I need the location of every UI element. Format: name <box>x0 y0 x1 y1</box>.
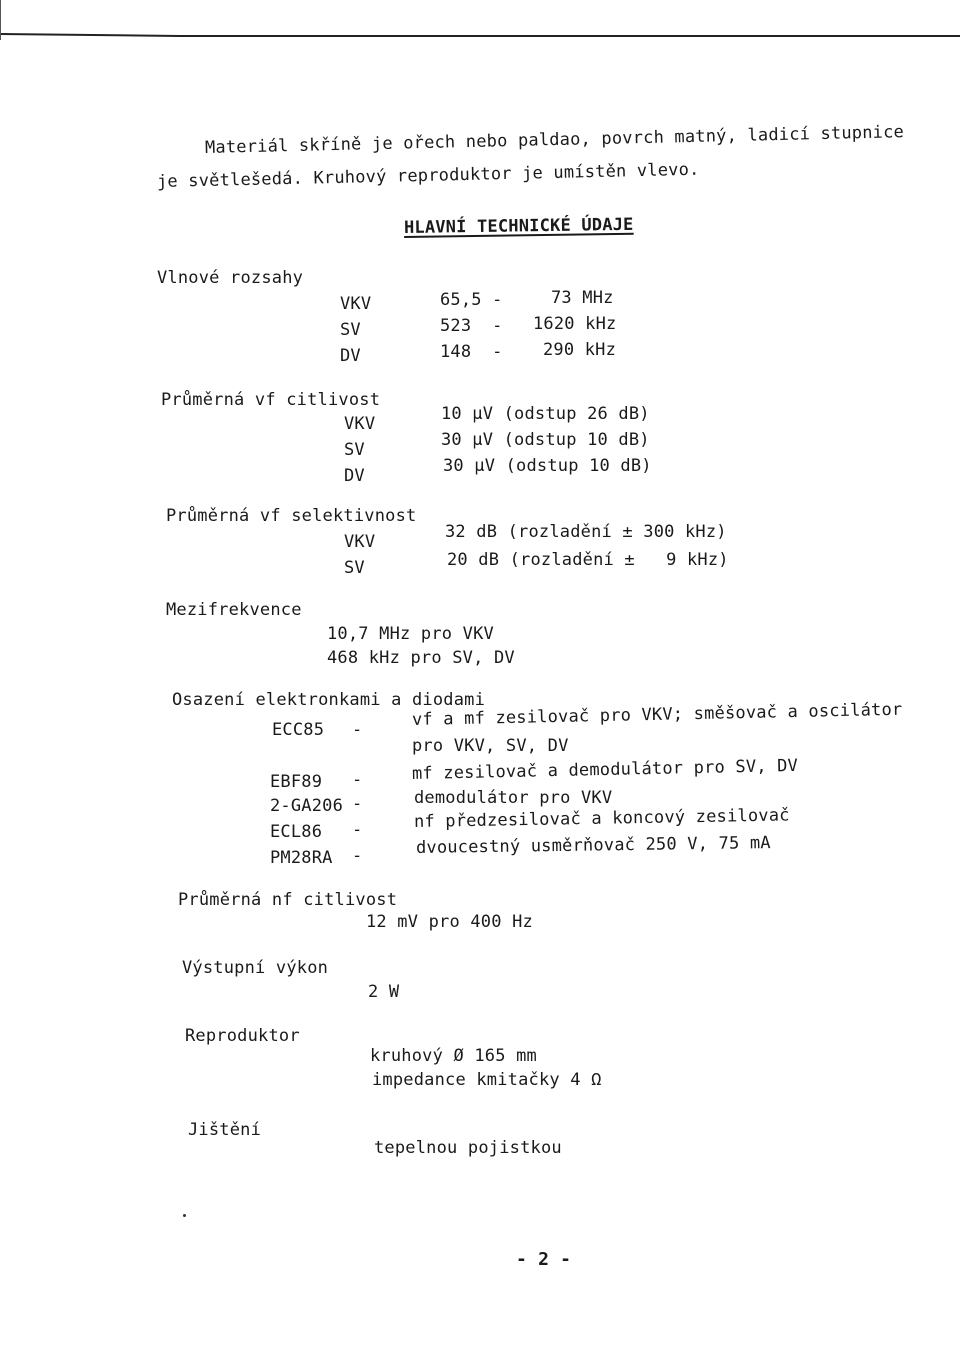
sel-band-vkv: VKV <box>344 532 376 552</box>
tube-dash: - <box>352 794 363 814</box>
rf-sensitivity-label: Průměrná vf citlivost <box>161 390 381 410</box>
tube-desc: mf zesilovač a demodulátor pro SV, DV <box>411 755 799 784</box>
scan-edge <box>0 0 960 40</box>
sens-band-sv: SV <box>344 440 365 460</box>
tube-type: PM28RA <box>270 848 333 868</box>
page-number: - 2 - <box>516 1249 572 1270</box>
page-title: HLAVNÍ TECHNICKÉ ÚDAJE <box>403 214 634 238</box>
tube-desc: demodulátor pro VKV <box>414 788 613 808</box>
tube-type: 2-GA206 <box>270 796 344 816</box>
tube-dash: - <box>352 720 363 740</box>
tube-dash: - <box>352 770 363 790</box>
fuse-value: tepelnou pojistkou <box>374 1138 562 1158</box>
intro-line-2: je světlešedá. Kruhový reproduktor je umístěn vlevo. <box>156 159 700 192</box>
tube-desc: nf předzesilovač a koncový zesilovač <box>413 805 790 832</box>
tube-desc: vf a mf zesilovač pro VKV; směšovač a oscilátor <box>411 699 903 730</box>
range-dv-to: 290 kHz <box>543 340 617 360</box>
tube-dash: - <box>352 820 363 840</box>
sens-band-vkv: VKV <box>344 414 376 434</box>
af-sensitivity-value: 12 mV pro 400 Hz <box>366 912 533 932</box>
intro-line-1: Materiál skříně je ořech nebo paldao, povrch matný, ladicí stupnice <box>204 122 905 158</box>
tube-type: ECC85 <box>272 720 325 740</box>
if-label: Mezifrekvence <box>166 600 302 620</box>
scan-speck <box>183 1214 186 1217</box>
sens-band-dv: DV <box>344 466 365 486</box>
sens-value-dv: 30 µV (odstup 10 dB) <box>443 456 652 476</box>
sens-value-vkv: 10 µV (odstup 26 dB) <box>441 404 650 424</box>
wave-ranges-label: Vlnové rozsahy <box>157 268 304 288</box>
if-vkv: 10,7 MHz pro VKV <box>327 624 494 644</box>
tube-type: EBF89 <box>270 772 323 792</box>
af-sensitivity-label: Průměrná nf citlivost <box>178 890 398 910</box>
range-dv-from: 148 - <box>440 342 503 362</box>
output-power-value: 2 W <box>368 982 400 1002</box>
rf-selectivity-label: Průměrná vf selektivnost <box>166 506 417 526</box>
sel-value-vkv: 32 dB (rozladění ± 300 kHz) <box>445 522 727 542</box>
band-vkv: VKV <box>340 294 372 314</box>
range-sv-to: 1620 kHz <box>533 314 617 334</box>
tube-type: ECL86 <box>270 822 323 842</box>
band-dv: DV <box>340 346 361 366</box>
speaker-impedance: impedance kmitačky 4 Ω <box>372 1070 602 1090</box>
speaker-diameter: kruhový Ø 165 mm <box>370 1046 537 1066</box>
tubes-label: Osazení elektronkami a diodami <box>172 690 486 710</box>
sel-value-sv: 20 dB (rozladění ± 9 kHz) <box>447 550 729 570</box>
sens-value-sv: 30 µV (odstup 10 dB) <box>441 430 650 450</box>
fuse-label: Jištění <box>188 1120 262 1140</box>
range-vkv-from: 65,5 - <box>440 290 503 310</box>
sel-band-sv: SV <box>344 558 365 578</box>
tube-desc-cont: pro VKV, SV, DV <box>412 736 569 756</box>
speaker-label: Reproduktor <box>185 1026 300 1046</box>
band-sv: SV <box>340 320 361 340</box>
range-sv-from: 523 - <box>440 316 503 336</box>
tube-desc: dvoucestný usměrňovač 250 V, 75 mA <box>415 833 771 858</box>
output-power-label: Výstupní výkon <box>182 958 329 978</box>
range-vkv-to: 73 MHz <box>551 288 614 308</box>
if-sv-dv: 468 kHz pro SV, DV <box>327 648 515 668</box>
tube-dash: - <box>352 846 363 866</box>
